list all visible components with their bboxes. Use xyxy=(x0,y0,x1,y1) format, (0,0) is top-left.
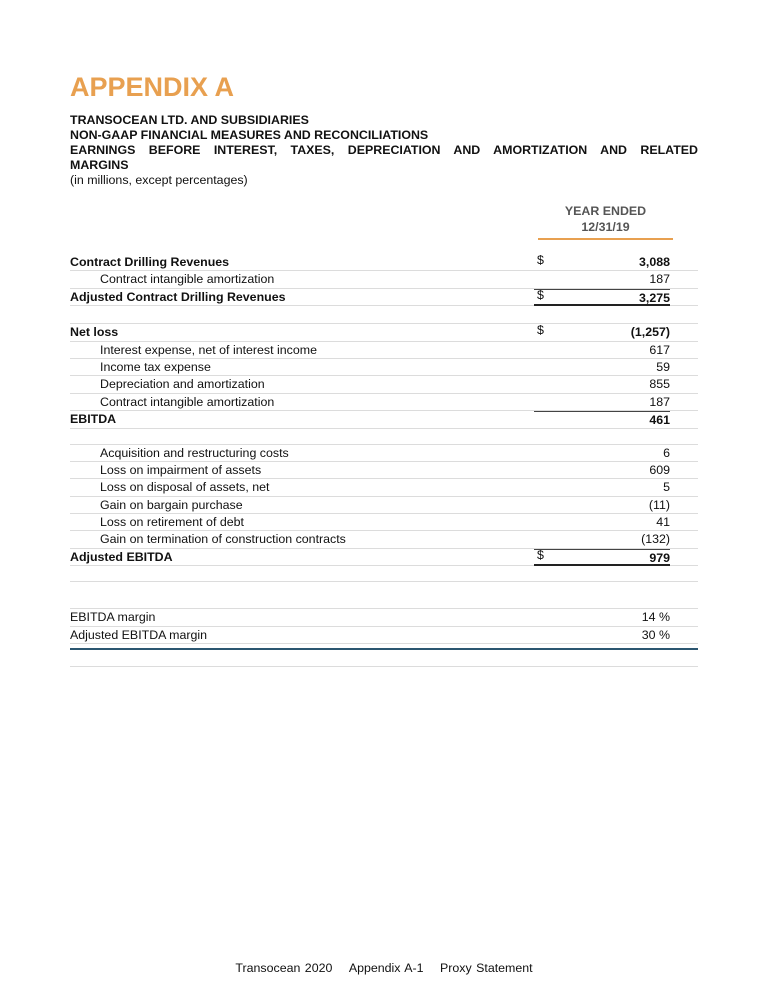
table-row xyxy=(70,324,698,341)
row-value: (132) xyxy=(641,532,670,547)
report-subtitle: NON-GAAP FINANCIAL MEASURES AND RECONCILIATIONS xyxy=(70,128,429,142)
appendix-title: APPENDIX A xyxy=(70,72,235,102)
footer-document: Proxy Statement xyxy=(440,961,533,975)
table-row xyxy=(70,271,698,288)
dollar-sign: $ xyxy=(537,547,544,562)
row-label: Loss on impairment of assets xyxy=(100,462,262,477)
divider-blue xyxy=(70,648,698,650)
table-row xyxy=(70,445,698,462)
row-value: 41 xyxy=(656,515,670,530)
table-row xyxy=(70,497,698,514)
row-value: 187 xyxy=(649,394,670,409)
row-value: (1,257) xyxy=(630,325,670,340)
row-value: 3,275 xyxy=(534,289,670,306)
spacer-row xyxy=(70,306,698,324)
row-value: 617 xyxy=(649,342,670,357)
table-row xyxy=(70,359,698,376)
spacer-row xyxy=(70,582,698,609)
row-label: Income tax expense xyxy=(100,359,211,374)
table-row xyxy=(70,411,698,428)
row-label: Adjusted EBITDA xyxy=(70,549,173,564)
row-value: 855 xyxy=(649,377,670,392)
dollar-sign: $ xyxy=(537,287,544,302)
row-value: 6 xyxy=(663,445,670,460)
table-row xyxy=(70,479,698,496)
row-label: Acquisition and restructuring costs xyxy=(100,445,289,460)
footer-page-number: Appendix A-1 xyxy=(348,961,424,975)
row-value: (11) xyxy=(648,497,670,512)
row-label: Depreciation and amortization xyxy=(100,377,265,392)
row-value: 187 xyxy=(649,272,670,287)
row-label: Loss on disposal of assets, net xyxy=(100,480,270,495)
row-label: Contract intangible amortization xyxy=(100,394,275,409)
table-row xyxy=(70,549,698,566)
column-header-date: 12/31/19 xyxy=(581,220,630,234)
table-row xyxy=(70,254,698,271)
footer-company: Transocean 2020 xyxy=(235,961,333,975)
table-row xyxy=(70,289,698,306)
column-header-label: YEAR ENDED xyxy=(564,204,647,218)
row-label: Interest expense, net of interest income xyxy=(100,342,317,357)
row-label: Contract intangible amortization xyxy=(100,272,275,287)
report-heading-cont: MARGINS xyxy=(70,158,129,172)
report-header xyxy=(70,113,698,188)
table-row xyxy=(70,342,698,359)
row-value: 30 % xyxy=(641,627,670,642)
table-row xyxy=(70,609,698,626)
row-value: 609 xyxy=(649,462,670,477)
row-value: 14 % xyxy=(641,610,670,625)
spacer-row xyxy=(70,566,698,582)
divider-gray xyxy=(70,666,698,667)
row-label: Gain on bargain purchase xyxy=(100,497,243,512)
row-label: Net loss xyxy=(70,325,119,340)
dollar-sign: $ xyxy=(537,323,544,338)
row-label: EBITDA xyxy=(70,412,117,427)
dollar-sign: $ xyxy=(537,253,544,267)
row-label: EBITDA margin xyxy=(70,610,156,625)
row-value: 979 xyxy=(534,549,670,566)
row-value: 461 xyxy=(534,411,670,428)
row-label: Loss on retirement of debt xyxy=(100,515,244,530)
units-note: (in millions, except percentages) xyxy=(70,173,248,187)
report-heading: EARNINGS BEFORE INTEREST, TAXES, DEPRECIATION AND AMORTIZATION AND RELATED xyxy=(70,143,698,157)
row-label: Gain on termination of construction contracts xyxy=(100,532,346,547)
reconciliation-table xyxy=(70,254,698,644)
table-row xyxy=(70,376,698,393)
company-name: TRANSOCEAN LTD. AND SUBSIDIARIES xyxy=(70,113,309,127)
table-row xyxy=(70,462,698,479)
row-value: 59 xyxy=(656,359,670,374)
row-value: 3,088 xyxy=(638,255,670,269)
row-label: Adjusted EBITDA margin xyxy=(70,627,208,642)
row-label: Contract Drilling Revenues xyxy=(70,255,230,269)
spacer-row xyxy=(70,429,698,445)
row-value: 5 xyxy=(663,480,670,495)
row-label: Adjusted Contract Drilling Revenues xyxy=(70,289,286,304)
table-row xyxy=(70,394,698,411)
page-footer xyxy=(0,961,768,975)
table-row xyxy=(70,531,698,548)
table-row xyxy=(70,627,698,644)
table-row xyxy=(70,514,698,531)
column-header xyxy=(538,203,673,240)
